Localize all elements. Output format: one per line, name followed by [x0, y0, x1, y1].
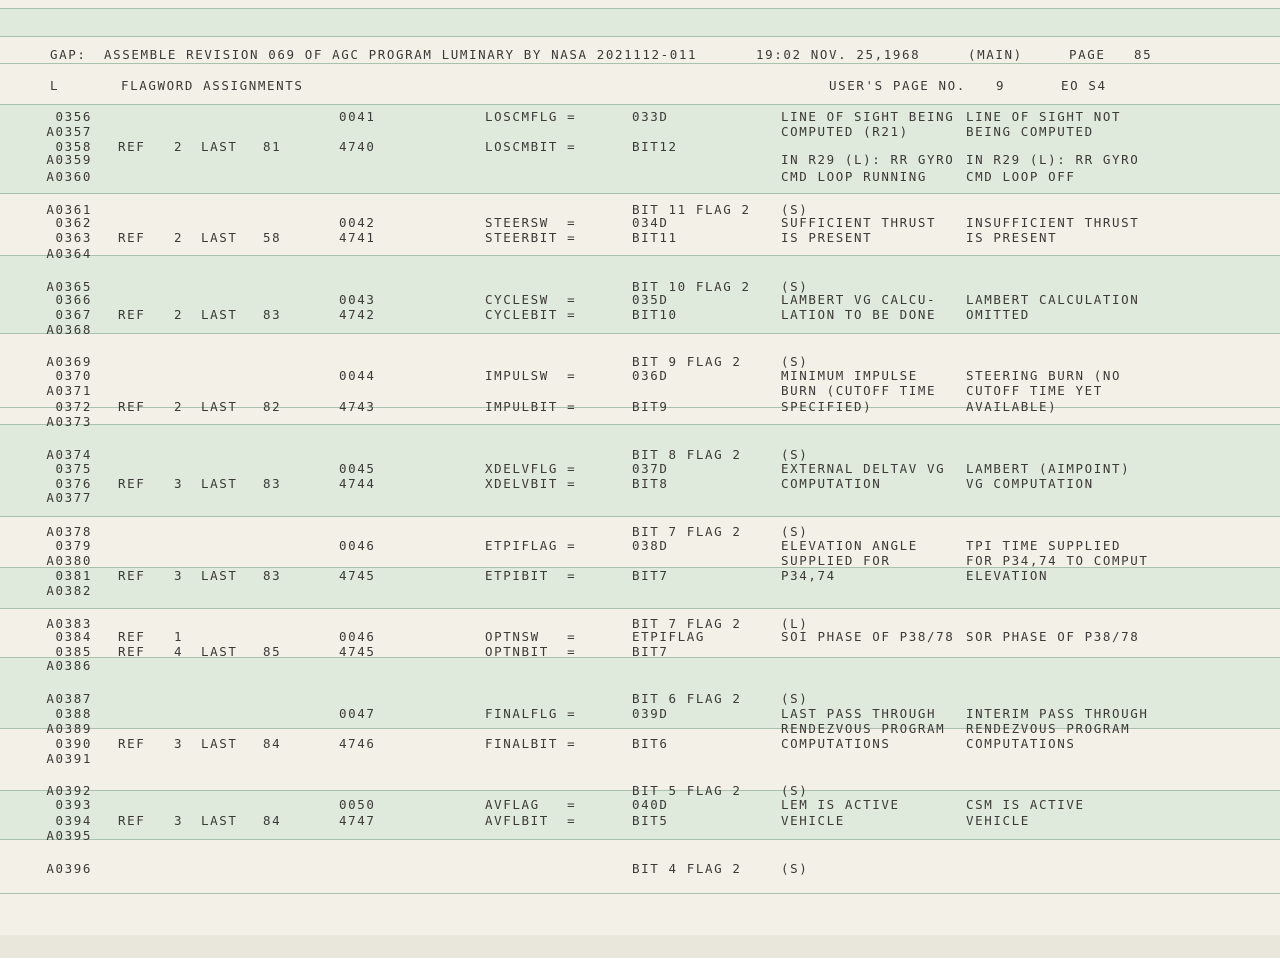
last-label: LAST — [201, 139, 238, 154]
symbol: LOSCMBIT = — [485, 139, 577, 154]
ref-count: 3 — [174, 568, 184, 583]
line-number: A0383 — [46, 616, 92, 631]
ref-count: 2 — [174, 307, 184, 322]
symbol: ETPIBIT = — [485, 568, 577, 583]
ref-label: REF — [118, 629, 146, 644]
value: BIT6 — [632, 736, 669, 751]
comment-set: IN R29 (L): RR GYRO — [781, 152, 955, 167]
paper-rule — [0, 63, 1280, 64]
line-number: 0394 — [55, 813, 92, 828]
comment-set: COMPUTATION — [781, 476, 882, 491]
comment-set: (S) — [781, 783, 809, 798]
comment-set: SUFFICIENT THRUST — [781, 215, 937, 230]
last-label: LAST — [201, 399, 238, 414]
comment-set: (S) — [781, 447, 809, 462]
comment-set: SUPPLIED FOR — [781, 553, 891, 568]
symbol: IMPULBIT = — [485, 399, 577, 414]
ref-count: 3 — [174, 476, 184, 491]
comment-set: RENDEZVOUS PROGRAM — [781, 721, 946, 736]
value: 038D — [632, 538, 669, 553]
ref-label: REF — [118, 399, 146, 414]
comment-set: (S) — [781, 524, 809, 539]
value: 035D — [632, 292, 669, 307]
comment-set: (S) — [781, 202, 809, 217]
comment-set: (S) — [781, 691, 809, 706]
symbol: XDELVFLG = — [485, 461, 577, 476]
comment-reset: STEERING BURN (NO — [966, 368, 1122, 383]
value: ETPIFLAG — [632, 629, 706, 644]
value: 037D — [632, 461, 669, 476]
value: BIT 5 FLAG 2 — [632, 783, 742, 798]
value: BIT 7 FLAG 2 — [632, 524, 742, 539]
line-number: 0366 — [55, 292, 92, 307]
comment-set: EXTERNAL DELTAV VG — [781, 461, 946, 476]
location: 0046 — [339, 629, 376, 644]
last-label: LAST — [201, 230, 238, 245]
ref-label: REF — [118, 736, 146, 751]
comment-reset: TPI TIME SUPPLIED — [966, 538, 1122, 553]
line-number: 0358 — [55, 139, 92, 154]
last-page: 81 — [263, 139, 282, 154]
line-number: A0377 — [46, 490, 92, 505]
header-title: ASSEMBLE REVISION 069 OF AGC PROGRAM LUMINARY BY NASA 2021112-011 — [104, 47, 698, 62]
line-number: 0385 — [55, 644, 92, 659]
comment-set: BURN (CUTOFF TIME — [781, 383, 937, 398]
last-page: 85 — [263, 644, 282, 659]
location: 0046 — [339, 538, 376, 553]
value: BIT12 — [632, 139, 678, 154]
comment-set: VEHICLE — [781, 813, 845, 828]
comment-set: LEM IS ACTIVE — [781, 797, 900, 812]
symbol: OPTNSW = — [485, 629, 577, 644]
ref-label: REF — [118, 307, 146, 322]
line-number: 0390 — [55, 736, 92, 751]
line-number: A0360 — [46, 169, 92, 184]
paper-rule — [0, 893, 1280, 894]
value: BIT5 — [632, 813, 669, 828]
line-number: 0376 — [55, 476, 92, 491]
last-page: 83 — [263, 568, 282, 583]
paper-edge — [0, 935, 1280, 958]
location: 4742 — [339, 307, 376, 322]
comment-reset: BEING COMPUTED — [966, 124, 1094, 139]
comment-reset: OMITTED — [966, 307, 1030, 322]
line-number: A0378 — [46, 524, 92, 539]
line-number: 0363 — [55, 230, 92, 245]
symbol: AVFLAG = — [485, 797, 577, 812]
comment-reset: SOR PHASE OF P38/78 — [966, 629, 1140, 644]
value: 040D — [632, 797, 669, 812]
ref-label: REF — [118, 476, 146, 491]
symbol: OPTNBIT = — [485, 644, 577, 659]
comment-reset: LAMBERT CALCULATION — [966, 292, 1140, 307]
comment-set: (S) — [781, 354, 809, 369]
line-number: A0374 — [46, 447, 92, 462]
location: 4743 — [339, 399, 376, 414]
location: 4745 — [339, 644, 376, 659]
comment-set: P34,74 — [781, 568, 836, 583]
line-number: A0380 — [46, 553, 92, 568]
comment-reset: ELEVATION — [966, 568, 1049, 583]
symbol: FINALFLG = — [485, 706, 577, 721]
comment-reset: LAMBERT (AIMPOINT) — [966, 461, 1131, 476]
comment-set: COMPUTED (R21) — [781, 124, 909, 139]
comment-reset: FOR P34,74 TO COMPUT — [966, 553, 1149, 568]
symbol: AVFLBIT = — [485, 813, 577, 828]
symbol: STEERBIT = — [485, 230, 577, 245]
line-number: 0367 — [55, 307, 92, 322]
line-number: 0388 — [55, 706, 92, 721]
location: 0045 — [339, 461, 376, 476]
ref-label: REF — [118, 230, 146, 245]
line-number: A0396 — [46, 861, 92, 876]
last-label: LAST — [201, 736, 238, 751]
location: 4745 — [339, 568, 376, 583]
line-number: A0364 — [46, 246, 92, 261]
header-main: (MAIN) — [968, 47, 1023, 62]
ref-label: REF — [118, 568, 146, 583]
symbol: XDELVBIT = — [485, 476, 577, 491]
last-page: 84 — [263, 736, 282, 751]
comment-set: CMD LOOP RUNNING — [781, 169, 928, 184]
line-number: A0392 — [46, 783, 92, 798]
symbol: LOSCMFLG = — [485, 109, 577, 124]
last-page: 82 — [263, 399, 282, 414]
user-page-number: 9 — [996, 78, 1006, 93]
comment-set: LINE OF SIGHT BEING — [781, 109, 955, 124]
comment-reset: CUTOFF TIME YET — [966, 383, 1103, 398]
comment-reset: IS PRESENT — [966, 230, 1058, 245]
value: BIT 4 FLAG 2 — [632, 861, 742, 876]
line-number: A0357 — [46, 124, 92, 139]
last-label: LAST — [201, 644, 238, 659]
line-number: A0395 — [46, 828, 92, 843]
location: 0042 — [339, 215, 376, 230]
line-number: 0370 — [55, 368, 92, 383]
line-number: A0386 — [46, 658, 92, 673]
location: 0050 — [339, 797, 376, 812]
value: BIT 7 FLAG 2 — [632, 616, 742, 631]
line-number: 0384 — [55, 629, 92, 644]
last-label: LAST — [201, 476, 238, 491]
ref-count: 2 — [174, 139, 184, 154]
comment-set: LAST PASS THROUGH — [781, 706, 937, 721]
ref-count: 3 — [174, 813, 184, 828]
ref-count: 3 — [174, 736, 184, 751]
line-number: A0382 — [46, 583, 92, 598]
line-number: A0369 — [46, 354, 92, 369]
location: 0044 — [339, 368, 376, 383]
line-number: A0391 — [46, 751, 92, 766]
value: BIT 11 FLAG 2 — [632, 202, 751, 217]
value: BIT 6 FLAG 2 — [632, 691, 742, 706]
comment-reset: AVAILABLE) — [966, 399, 1058, 414]
value: 036D — [632, 368, 669, 383]
symbol: STEERSW = — [485, 215, 577, 230]
line-number: A0389 — [46, 721, 92, 736]
comment-reset: VEHICLE — [966, 813, 1030, 828]
comment-reset: CSM IS ACTIVE — [966, 797, 1085, 812]
last-label: LAST — [201, 813, 238, 828]
location: 4744 — [339, 476, 376, 491]
comment-set: LATION TO BE DONE — [781, 307, 937, 322]
eo-code: EO S4 — [1061, 78, 1107, 93]
comment-reset: LINE OF SIGHT NOT — [966, 109, 1122, 124]
line-number: A0373 — [46, 414, 92, 429]
ref-label: REF — [118, 139, 146, 154]
section-title: FLAGWORD ASSIGNMENTS — [121, 78, 304, 93]
ref-count: 4 — [174, 644, 184, 659]
value: BIT7 — [632, 568, 669, 583]
line-number: 0356 — [55, 109, 92, 124]
value: BIT11 — [632, 230, 678, 245]
comment-set: MINIMUM IMPULSE — [781, 368, 918, 383]
value: BIT 10 FLAG 2 — [632, 279, 751, 294]
line-number: 0362 — [55, 215, 92, 230]
paper-band — [0, 8, 1280, 37]
value: BIT8 — [632, 476, 669, 491]
comment-reset: RENDEZVOUS PROGRAM — [966, 721, 1131, 736]
ref-label: REF — [118, 813, 146, 828]
line-number: A0359 — [46, 152, 92, 167]
ref-count: 2 — [174, 399, 184, 414]
ref-count: 2 — [174, 230, 184, 245]
location: 0043 — [339, 292, 376, 307]
line-number: 0393 — [55, 797, 92, 812]
ref-count: 1 — [174, 629, 184, 644]
line-number: A0387 — [46, 691, 92, 706]
value: BIT 9 FLAG 2 — [632, 354, 742, 369]
comment-reset: INTERIM PASS THROUGH — [966, 706, 1149, 721]
comment-set: SPECIFIED) — [781, 399, 873, 414]
line-number: A0361 — [46, 202, 92, 217]
location: 4740 — [339, 139, 376, 154]
last-page: 58 — [263, 230, 282, 245]
location: 0041 — [339, 109, 376, 124]
value: BIT7 — [632, 644, 669, 659]
line-number: A0371 — [46, 383, 92, 398]
last-page: 84 — [263, 813, 282, 828]
comment-set: (L) — [781, 616, 809, 631]
header-page-number: 85 — [1134, 47, 1153, 62]
user-page-label: USER'S PAGE NO. — [829, 78, 966, 93]
comment-reset: CMD LOOP OFF — [966, 169, 1076, 184]
comment-reset: INSUFFICIENT THRUST — [966, 215, 1140, 230]
comment-set: (S) — [781, 279, 809, 294]
value: BIT10 — [632, 307, 678, 322]
symbol: FINALBIT = — [485, 736, 577, 751]
location: 0047 — [339, 706, 376, 721]
location: 4741 — [339, 230, 376, 245]
symbol: IMPULSW = — [485, 368, 577, 383]
comment-reset: COMPUTATIONS — [966, 736, 1076, 751]
value: 034D — [632, 215, 669, 230]
comment-set: SOI PHASE OF P38/78 — [781, 629, 955, 644]
value: 033D — [632, 109, 669, 124]
last-label: LAST — [201, 568, 238, 583]
header-l: L — [50, 78, 60, 93]
last-page: 83 — [263, 476, 282, 491]
symbol: CYCLEBIT = — [485, 307, 577, 322]
comment-set: (S) — [781, 861, 809, 876]
comment-set: ELEVATION ANGLE — [781, 538, 918, 553]
line-number: A0365 — [46, 279, 92, 294]
line-number: 0375 — [55, 461, 92, 476]
comment-set: IS PRESENT — [781, 230, 873, 245]
line-number: 0372 — [55, 399, 92, 414]
location: 4747 — [339, 813, 376, 828]
comment-reset: IN R29 (L): RR GYRO — [966, 152, 1140, 167]
value: BIT9 — [632, 399, 669, 414]
value: 039D — [632, 706, 669, 721]
header-page-label: PAGE — [1069, 47, 1106, 62]
last-label: LAST — [201, 307, 238, 322]
line-number: A0368 — [46, 322, 92, 337]
header-gap: GAP: — [50, 47, 87, 62]
symbol: ETPIFLAG = — [485, 538, 577, 553]
comment-set: LAMBERT VG CALCU- — [781, 292, 937, 307]
line-number: 0381 — [55, 568, 92, 583]
comment-reset: VG COMPUTATION — [966, 476, 1094, 491]
line-number: 0379 — [55, 538, 92, 553]
comment-set: COMPUTATIONS — [781, 736, 891, 751]
last-page: 83 — [263, 307, 282, 322]
value: BIT 8 FLAG 2 — [632, 447, 742, 462]
location: 4746 — [339, 736, 376, 751]
header-time: 19:02 NOV. 25,1968 — [756, 47, 921, 62]
symbol: CYCLESW = — [485, 292, 577, 307]
ref-label: REF — [118, 644, 146, 659]
